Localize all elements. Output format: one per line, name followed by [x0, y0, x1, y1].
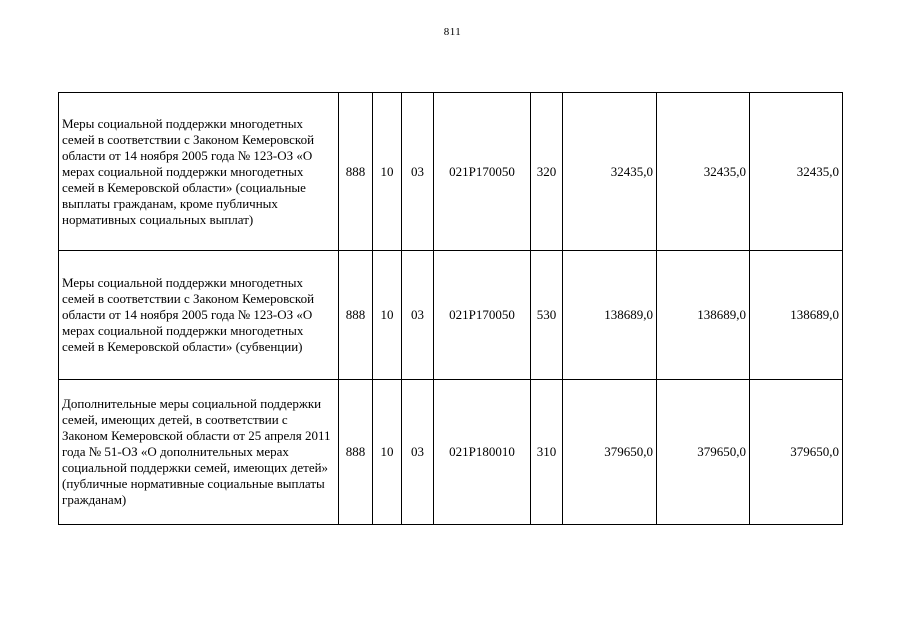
- section-code: 10: [373, 251, 402, 380]
- expense-type-code: 530: [531, 251, 563, 380]
- amount-year-1: 379650,0: [563, 380, 657, 525]
- row-description: Дополнительные меры социальной поддержки семей, имеющих детей, в соответствии с Законом Кемеровской области от 25 апреля 2011 года № 51-ОЗ «О дополнительных мерах социальной поддержки семей, имеющих детей» (публичные нормативные социальные выплаты гражданам): [59, 380, 339, 525]
- ministry-code: 888: [339, 93, 373, 251]
- amount-year-2: 379650,0: [657, 380, 750, 525]
- subsection-code: 03: [402, 380, 434, 525]
- amount-year-1: 32435,0: [563, 93, 657, 251]
- table-row: [59, 93, 843, 251]
- amount-year-3: 138689,0: [750, 251, 843, 380]
- target-item-code: 021P180010: [434, 380, 531, 525]
- target-item-code: 021P170050: [434, 251, 531, 380]
- section-code: 10: [373, 380, 402, 525]
- amount-year-3: 379650,0: [750, 380, 843, 525]
- amount-year-2: 32435,0: [657, 93, 750, 251]
- table-row: [59, 380, 843, 525]
- ministry-code: 888: [339, 251, 373, 380]
- expense-type-code: 310: [531, 380, 563, 525]
- section-code: 10: [373, 93, 402, 251]
- subsection-code: 03: [402, 251, 434, 380]
- amount-year-1: 138689,0: [563, 251, 657, 380]
- page-number: 811: [443, 26, 462, 38]
- ministry-code: 888: [339, 380, 373, 525]
- target-item-code: 021P170050: [434, 93, 531, 251]
- amount-year-3: 32435,0: [750, 93, 843, 251]
- amount-year-2: 138689,0: [657, 251, 750, 380]
- budget-table: [58, 92, 843, 525]
- row-description: Меры социальной поддержки многодетных семей в соответствии с Законом Кемеровской области от 14 ноября 2005 года № 123-ОЗ «О мерах социальной поддержки многодетных семей в Кемеровской области» (социальные выплаты гражданам, кроме публичных нормативных социальных выплат): [59, 93, 339, 251]
- row-description: Меры социальной поддержки многодетных семей в соответствии с Законом Кемеровской области от 14 ноября 2005 года № 123-ОЗ «О мерах социальной поддержки многодетных семей в Кемеровской области» (субвенции): [59, 251, 339, 380]
- expense-type-code: 320: [531, 93, 563, 251]
- subsection-code: 03: [402, 93, 434, 251]
- table-row: [59, 251, 843, 380]
